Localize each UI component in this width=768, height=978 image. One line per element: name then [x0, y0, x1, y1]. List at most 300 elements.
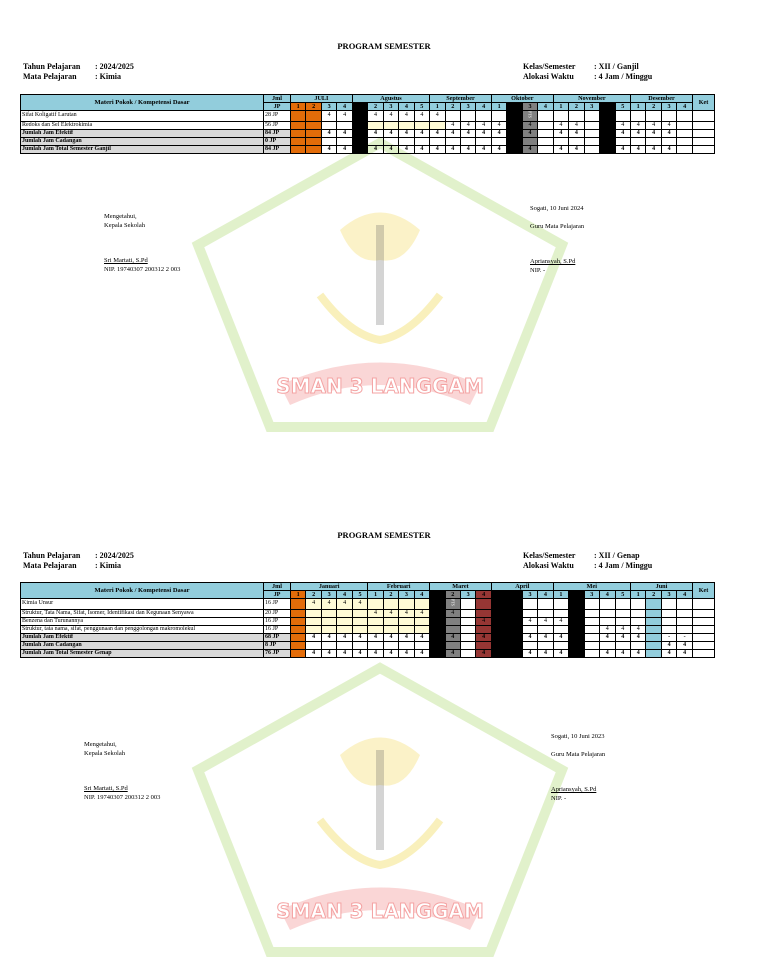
- month-header: Mei: [553, 583, 630, 591]
- col-jp-header: JP: [264, 591, 291, 599]
- week-cell: 4: [476, 633, 491, 641]
- week-cell: [538, 609, 553, 617]
- week-cell: 4: [306, 633, 321, 641]
- week-cell: [460, 617, 475, 625]
- week-cell: [677, 137, 693, 145]
- week-cell: [507, 145, 522, 153]
- kelas-value: : XII / Genap: [594, 551, 640, 560]
- principal-nip: NIP. 19740307 200312 2 003: [84, 794, 161, 801]
- week-cell: 4: [399, 145, 414, 153]
- week-cell: [306, 121, 321, 129]
- mapel-label: Mata Pelajaran: [23, 72, 77, 81]
- program-semester-table-ganjil: [20, 94, 715, 154]
- week-cell: [584, 121, 599, 129]
- week-cell: [600, 111, 615, 122]
- week-cell: 4: [430, 129, 445, 137]
- week-cell: [677, 129, 693, 137]
- week-header: 5: [352, 591, 367, 599]
- week-cell: [491, 599, 506, 610]
- table-row: [21, 641, 715, 649]
- table-row: [21, 633, 715, 641]
- watermark-text: SMAN 3 LANGGAM: [276, 374, 484, 398]
- week-cell: [352, 121, 367, 129]
- month-header: Januari: [291, 583, 368, 591]
- table-row: [21, 599, 715, 610]
- week-cell: [430, 609, 445, 617]
- week-cell: 4: [460, 121, 475, 129]
- materi-cell: Jumlah Jam Total Semester Genap: [21, 649, 264, 657]
- week-cell: 4: [460, 129, 475, 137]
- week-cell: [600, 641, 615, 649]
- materi-cell: Jumlah Jam Cadangan: [21, 641, 264, 649]
- week-header: 4: [600, 103, 615, 111]
- week-cell: [507, 599, 522, 610]
- week-cell: 4: [399, 609, 414, 617]
- week-header: 3: [460, 103, 475, 111]
- week-cell: [646, 111, 661, 122]
- teacher-name: Apriansyah, S.Pd: [551, 786, 597, 793]
- ket-cell: [693, 111, 715, 122]
- week-header: 4: [337, 591, 352, 599]
- week-cell: 4: [615, 121, 630, 129]
- principal-name: Sri Martati, S.Pd: [84, 785, 128, 792]
- week-header: 3: [584, 103, 599, 111]
- week-cell: [337, 609, 352, 617]
- ket-cell: [693, 609, 715, 617]
- week-cell: 4: [460, 145, 475, 153]
- week-cell: 4: [522, 617, 537, 625]
- week-cell: [337, 625, 352, 633]
- week-header: 3: [661, 103, 676, 111]
- week-cell: 4: [615, 145, 630, 153]
- week-cell: [399, 599, 414, 610]
- week-cell: [460, 609, 475, 617]
- week-cell: [414, 641, 429, 649]
- week-header: 3: [321, 103, 336, 111]
- week-cell: [337, 641, 352, 649]
- week-cell: 4: [383, 145, 398, 153]
- week-cell: 4: [445, 649, 460, 657]
- principal-name: Sri Martati, S.Pd: [104, 257, 148, 264]
- week-cell: [630, 641, 645, 649]
- week-cell: [368, 137, 383, 145]
- week-cell: 4: [383, 129, 398, 137]
- jp-cell: 56 JP: [264, 121, 291, 129]
- week-cell: [584, 625, 599, 633]
- week-cell: 4: [476, 145, 491, 153]
- week-cell: [414, 617, 429, 625]
- principal-role: Kepala Sekolah: [104, 222, 145, 229]
- week-cell: 4: [383, 609, 398, 617]
- week-cell: [584, 129, 599, 137]
- week-cell: 4: [522, 145, 537, 153]
- teacher-name: Apriansyah, S.Pd: [530, 258, 576, 265]
- mapel-value: : Kimia: [95, 561, 121, 570]
- week-cell: [476, 609, 491, 617]
- table-row: [21, 137, 715, 145]
- ket-cell: [693, 121, 715, 129]
- week-cell: [414, 121, 429, 129]
- week-cell: [507, 625, 522, 633]
- week-cell: 4: [414, 633, 429, 641]
- week-cell: 4: [476, 129, 491, 137]
- week-cell: [460, 625, 475, 633]
- week-cell: [476, 599, 491, 610]
- week-cell: [661, 609, 676, 617]
- week-cell: [460, 633, 475, 641]
- week-cell: [538, 121, 553, 129]
- week-header: 4: [538, 103, 553, 111]
- week-cell: [399, 121, 414, 129]
- week-cell: 4: [569, 625, 584, 633]
- week-cell: [522, 137, 537, 145]
- week-cell: [306, 625, 321, 633]
- week-cell: [321, 121, 336, 129]
- week-header: 1: [491, 591, 506, 599]
- materi-cell: Sifat Koligatif Larutan: [21, 111, 264, 122]
- week-cell: [553, 641, 568, 649]
- week-cell: [399, 641, 414, 649]
- week-cell: 4: [538, 617, 553, 625]
- week-cell: [677, 145, 693, 153]
- week-cell: [661, 111, 676, 122]
- mapel-label: Mata Pelajaran: [23, 561, 77, 570]
- week-cell: 4: [321, 633, 336, 641]
- week-cell: [476, 641, 491, 649]
- jp-cell: 0 JP: [264, 137, 291, 145]
- week-cell: 4: [630, 129, 645, 137]
- week-cell: 4: [491, 121, 506, 129]
- week-cell: 4: [476, 121, 491, 129]
- week-cell: [291, 121, 306, 129]
- week-cell: 4: [600, 633, 615, 641]
- jp-cell: 16 JP: [264, 617, 291, 625]
- teacher-role: Guru Mata Pelajaran: [530, 223, 585, 230]
- week-cell: [553, 111, 568, 122]
- week-cell: 4: [522, 633, 537, 641]
- ket-cell: [693, 641, 715, 649]
- week-cell: [569, 599, 584, 610]
- signature-right: [530, 204, 584, 275]
- week-cell: [321, 641, 336, 649]
- signature-right: [551, 732, 605, 803]
- week-cell: 4: [646, 145, 661, 153]
- week-header: 4: [600, 591, 615, 599]
- header-left: [23, 62, 134, 82]
- week-header: 2: [646, 103, 661, 111]
- ket-cell: [693, 649, 715, 657]
- signature-left: [84, 740, 160, 802]
- week-cell: [368, 121, 383, 129]
- week-cell: [677, 111, 693, 122]
- week-header: 1: [430, 103, 445, 111]
- week-cell: 4: [306, 599, 321, 610]
- week-cell: [430, 649, 445, 657]
- ket-cell: [693, 633, 715, 641]
- week-header: 4: [677, 103, 693, 111]
- week-cell: [414, 137, 429, 145]
- week-cell: -: [677, 633, 693, 641]
- week-cell: [584, 649, 599, 657]
- week-cell: [646, 599, 661, 610]
- week-cell: [291, 641, 306, 649]
- materi-cell: Kimia Unsur: [21, 599, 264, 610]
- week-cell: [321, 609, 336, 617]
- alokasi-value: : 4 Jam / Minggu: [594, 561, 653, 570]
- week-cell: 4: [414, 111, 429, 122]
- week-cell: 4: [414, 145, 429, 153]
- week-header: 2: [569, 103, 584, 111]
- week-header: 1: [630, 103, 645, 111]
- week-header: 5: [615, 591, 630, 599]
- week-cell: 4: [600, 625, 615, 633]
- week-cell: [368, 641, 383, 649]
- week-header: 1: [291, 591, 306, 599]
- week-header: 3: [399, 591, 414, 599]
- week-cell: [538, 129, 553, 137]
- week-cell: 4: [553, 129, 568, 137]
- week-cell: [337, 137, 352, 145]
- school-logo-watermark-1: [190, 135, 570, 435]
- materi-cell: Redoks dan Sel Elektrokimia: [21, 121, 264, 129]
- signature-left: [104, 212, 180, 274]
- week-cell: [615, 641, 630, 649]
- kelas-label: Kelas/Semester: [523, 62, 576, 71]
- week-cell: [491, 609, 506, 617]
- week-cell: 4: [615, 633, 630, 641]
- week-cell: 4: [600, 129, 615, 137]
- jp-cell: 84 JP: [264, 129, 291, 137]
- week-cell: [399, 625, 414, 633]
- week-header: 1: [630, 591, 645, 599]
- week-cell: [352, 641, 367, 649]
- week-cell: [430, 641, 445, 649]
- week-cell: 4: [615, 649, 630, 657]
- teacher-nip: NIP. -: [530, 267, 546, 274]
- week-cell: 4: [368, 129, 383, 137]
- week-header: 3: [321, 591, 336, 599]
- week-cell: [584, 599, 599, 610]
- week-header: 1: [553, 591, 568, 599]
- week-header: 4: [337, 103, 352, 111]
- sign-date: Sogati, 10 Juni 2024: [530, 205, 584, 212]
- week-cell: [291, 129, 306, 137]
- week-cell: 4: [677, 641, 693, 649]
- week-cell: [661, 137, 676, 145]
- week-cell: [430, 121, 445, 129]
- week-header: 1: [368, 591, 383, 599]
- week-cell: 4: [630, 625, 645, 633]
- month-header: Juni: [630, 583, 692, 591]
- week-cell: 4: [553, 617, 568, 625]
- week-cell: [584, 641, 599, 649]
- week-cell: 4: [553, 633, 568, 641]
- tahun-value: : 2024/2025: [95, 62, 134, 71]
- week-cell: [522, 641, 537, 649]
- week-cell: [584, 617, 599, 625]
- week-cell: [538, 641, 553, 649]
- week-cell: [430, 633, 445, 641]
- week-cell: [553, 625, 568, 633]
- week-cell: [291, 649, 306, 657]
- week-header: 2: [368, 103, 383, 111]
- week-cell: [615, 111, 630, 122]
- week-cell: 4: [553, 145, 568, 153]
- month-header: Februari: [368, 583, 430, 591]
- jp-cell: 16 JP: [264, 625, 291, 633]
- table-row: [21, 617, 715, 625]
- week-header: 3: [522, 591, 537, 599]
- week-header: 1: [491, 103, 506, 111]
- alokasi-label: Alokasi Waktu: [523, 72, 574, 81]
- table-row: [21, 145, 715, 153]
- week-cell: [600, 599, 615, 610]
- week-cell: 4: [569, 121, 584, 129]
- week-cell: [445, 137, 460, 145]
- week-cell: [507, 137, 522, 145]
- week-header: 2: [646, 591, 661, 599]
- week-cell: [491, 641, 506, 649]
- sign-date: Sogati, 10 Juni 2023: [551, 733, 605, 740]
- week-cell: 4: [383, 111, 398, 122]
- week-cell: [507, 121, 522, 129]
- week-header: 4: [677, 591, 693, 599]
- week-header: 2: [507, 591, 522, 599]
- week-cell: [507, 609, 522, 617]
- table-row: [21, 609, 715, 617]
- week-cell: [553, 609, 568, 617]
- week-cell: 4: [491, 145, 506, 153]
- week-cell: [522, 625, 537, 633]
- week-cell: [383, 625, 398, 633]
- week-cell: [306, 111, 321, 122]
- week-cell: [460, 641, 475, 649]
- week-cell: 4: [615, 625, 630, 633]
- pts-vertical-label: PTS: [527, 111, 533, 118]
- page-title: PROGRAM SEMESTER: [337, 530, 431, 540]
- week-cell: [460, 111, 475, 122]
- week-cell: 4: [368, 111, 383, 122]
- week-cell: 4: [522, 121, 537, 129]
- week-cell: [491, 649, 506, 657]
- week-cell: [630, 111, 645, 122]
- col-jml-header: Jml: [264, 95, 291, 103]
- week-cell: [383, 137, 398, 145]
- week-cell: [646, 633, 661, 641]
- week-cell: [507, 649, 522, 657]
- week-cell: [584, 137, 599, 145]
- week-cell: [661, 599, 676, 610]
- jp-cell: 28 JP: [264, 111, 291, 122]
- week-cell: [491, 137, 506, 145]
- materi-cell: Benzena dan Turunannya: [21, 617, 264, 625]
- week-cell: [600, 617, 615, 625]
- week-cell: 4: [321, 649, 336, 657]
- month-header: September: [430, 95, 492, 103]
- week-header: 4: [414, 591, 429, 599]
- week-cell: [646, 137, 661, 145]
- week-cell: [383, 599, 398, 610]
- week-cell: [352, 111, 367, 122]
- week-cell: [569, 641, 584, 649]
- week-cell: [677, 121, 693, 129]
- week-cell: [383, 121, 398, 129]
- header-right: [523, 62, 652, 82]
- week-cell: [399, 137, 414, 145]
- week-cell: [661, 617, 676, 625]
- week-cell: [569, 617, 584, 625]
- week-cell: [615, 617, 630, 625]
- month-header: JULI: [291, 95, 353, 103]
- program-semester-table-genap: [20, 582, 715, 658]
- week-cell: 4: [553, 121, 568, 129]
- alokasi-value: : 4 Jam / Minggu: [594, 72, 653, 81]
- week-cell: -: [661, 633, 676, 641]
- week-cell: 4: [368, 609, 383, 617]
- tahun-label: Tahun Pelajaran: [23, 62, 81, 71]
- week-cell: [677, 625, 693, 633]
- week-cell: 4: [661, 641, 676, 649]
- week-cell: [430, 599, 445, 610]
- col-materi-header: Materi Pokok / Kompetensi Dasar: [21, 95, 264, 111]
- week-cell: [630, 599, 645, 610]
- week-cell: [352, 609, 367, 617]
- week-cell: 4: [337, 599, 352, 610]
- week-cell: 4: [569, 145, 584, 153]
- week-header: 1: [352, 103, 367, 111]
- week-cell: [646, 617, 661, 625]
- week-cell: 4: [569, 129, 584, 137]
- jp-cell: 68 JP: [264, 633, 291, 641]
- week-cell: [507, 641, 522, 649]
- week-cell: [646, 649, 661, 657]
- week-cell: 4: [368, 145, 383, 153]
- week-cell: 4: [445, 121, 460, 129]
- week-cell: 4: [399, 633, 414, 641]
- week-cell: [306, 129, 321, 137]
- week-cell: [630, 609, 645, 617]
- week-cell: 4: [600, 145, 615, 153]
- week-cell: 4: [476, 617, 491, 625]
- week-cell: 4: [399, 649, 414, 657]
- week-cell: [491, 617, 506, 625]
- week-cell: [460, 137, 475, 145]
- week-cell: [291, 617, 306, 625]
- month-header: Agustus: [352, 95, 429, 103]
- week-cell: [352, 129, 367, 137]
- materi-cell: Jumlah Jam Total Semester Ganjil: [21, 145, 264, 153]
- week-header: 2: [445, 591, 460, 599]
- week-cell: 4: [352, 599, 367, 610]
- week-cell: [445, 599, 460, 610]
- week-cell: 4: [630, 145, 645, 153]
- week-cell: [383, 641, 398, 649]
- week-cell: 4: [646, 129, 661, 137]
- table-row: [21, 111, 715, 122]
- week-cell: 4: [538, 649, 553, 657]
- col-ket-header: Ket: [693, 583, 715, 599]
- ket-cell: [693, 617, 715, 625]
- jp-cell: 20 JP: [264, 609, 291, 617]
- week-cell: 4: [383, 649, 398, 657]
- week-cell: 4: [352, 633, 367, 641]
- week-header: 2: [383, 591, 398, 599]
- week-cell: [491, 111, 506, 122]
- week-cell: [553, 137, 568, 145]
- materi-cell: Jumlah Jam Efektif: [21, 633, 264, 641]
- week-cell: [368, 599, 383, 610]
- week-cell: 4: [569, 633, 584, 641]
